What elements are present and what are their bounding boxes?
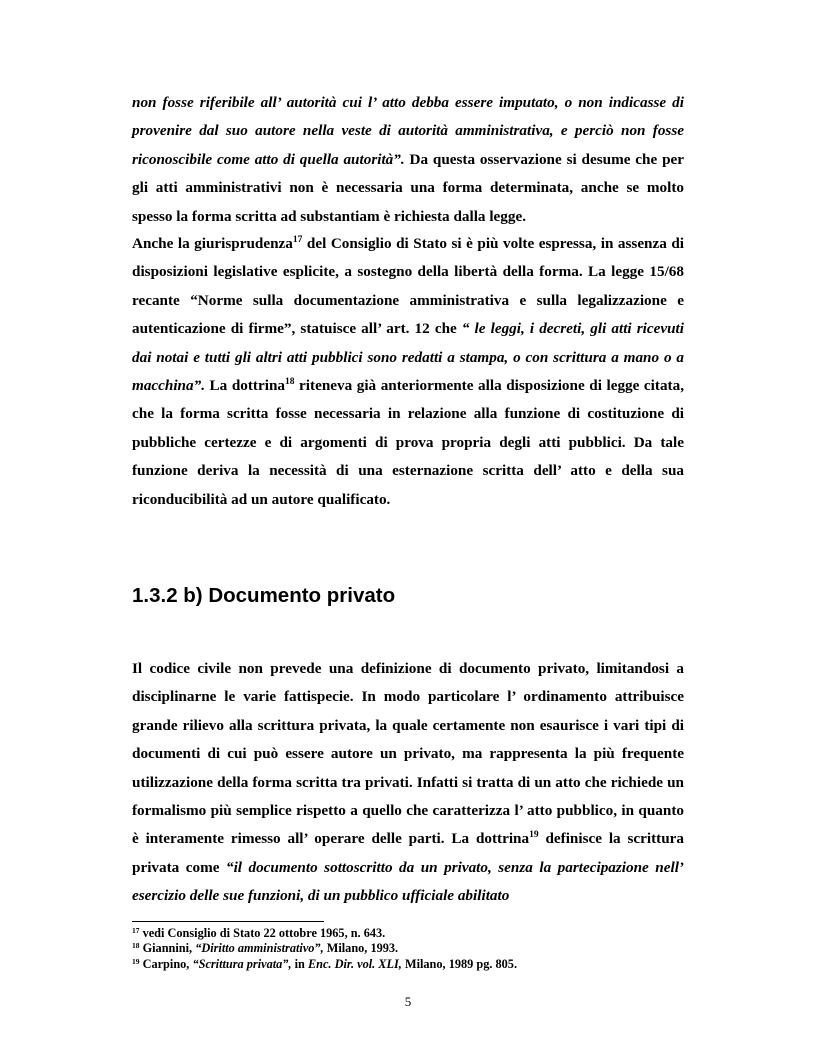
footnotes: [132, 926, 692, 972]
paragraph-private-document: [132, 655, 684, 911]
footnote-divider: [132, 921, 324, 922]
footnote-text: Giannini,: [139, 941, 196, 956]
footnote-17: [132, 926, 692, 941]
footnote-ref-18[interactable]: 18: [285, 377, 295, 388]
body-text: del Consiglio di Stato si è più volte espressa, in assenza di disposizioni legislative esplicite, a sostegno della libertà della forma. La legge 15/68 recante “Norme sulla documentazione amministrativa e sulla legalizzazione e autenticazione di firme”, statuisce all’ art. 12 che: [132, 235, 685, 338]
footnote-number: 18: [132, 941, 140, 951]
paragraph-continuation: [132, 89, 684, 231]
footnote-source: Enc. Dir. vol. XLI,: [307, 956, 402, 971]
body-text: Da questa osservazione si desume che per gli atti amministrativi non è necessaria una forma determinata, anche se molto spesso la forma scritta ad substantiam è richiesta dalla legge.: [132, 150, 684, 225]
body-text: definisce la scrittura privata come: [132, 830, 684, 876]
footnote-number: 17: [132, 926, 140, 935]
quote-text: non fosse riferibile all’ autorità cui l’ atto debba essere imputato, o non indicasse di provenire dal suo autore nella veste di autorità amministrativa, e perciò non fosse riconoscibile come atto di quella autorità”.: [132, 94, 684, 168]
footnote-title: “Scrittura privata”,: [192, 956, 292, 971]
footnote-text: Carpino,: [139, 956, 193, 971]
footnote-number: 19: [132, 956, 140, 966]
body-text: Anche la giurisprudenza: [132, 235, 293, 252]
footnote-text: Milano, 1993.: [323, 941, 399, 956]
footnote-ref-17[interactable]: 17: [292, 235, 303, 245]
footnote-text: vedi Consiglio di Stato 22 ottobre 1965, n. 643.: [139, 926, 386, 940]
footnote-text: Milano, 1989 pg. 805.: [401, 956, 518, 971]
footnote-title: “Diritto amministrativo”,: [195, 941, 324, 956]
footnote-ref-19[interactable]: 19: [529, 830, 539, 841]
body-text: La dottrina: [205, 377, 285, 395]
body-text: Il codice civile non prevede una definizione di documento privato, limitandosi a disciplinarne le varie fattispecie. In modo particolare l’ ordinamento attribuisce grande rilievo alla scrittura privata, la quale certamente non esaurisce i vari tipi di documenti di cui può essere autore un privato, ma rappresenta la più frequente utilizzazione della forma scritta tra privati. Infatti si tratta di un atto che richiede un formalismo più semplice rispetto a quello che caratterizza l’ atto pubblico, in quanto è interamente rimesso all’ operare delle parti. La dottrina: [132, 660, 684, 848]
quote-text: “ le leggi, i decreti, gli atti ricevuti dai notai e tutti gli altri atti pubblici sono redatti a stampa, o con scrittura a mano o a macchina”.: [132, 320, 684, 395]
page-number: 5: [404, 994, 412, 1009]
footnote-18: [132, 941, 692, 956]
footnote-19: [132, 957, 692, 972]
paragraph-jurisprudence: [132, 230, 684, 514]
quote-text: “il documento sottoscritto da un privato, senza la partecipazione nell’ esercizio delle sue funzioni, di un pubblico ufficiale abilitato: [132, 858, 684, 905]
footnote-text: in: [291, 956, 308, 971]
section-heading: 1.3.2 b) Documento privato: [132, 584, 396, 607]
body-text: riteneva già anteriormente alla disposizione di legge citata, che la forma scritta fosse necessaria in relazione alla funzione di costituzione di pubbliche certezze e di argomenti di prova propria degli atti pubblici. Da tale funzione deriva la necessità di una esternazione scritta dell’ atto e della sua riconducibilità ad un autore qualificato.: [132, 377, 684, 508]
